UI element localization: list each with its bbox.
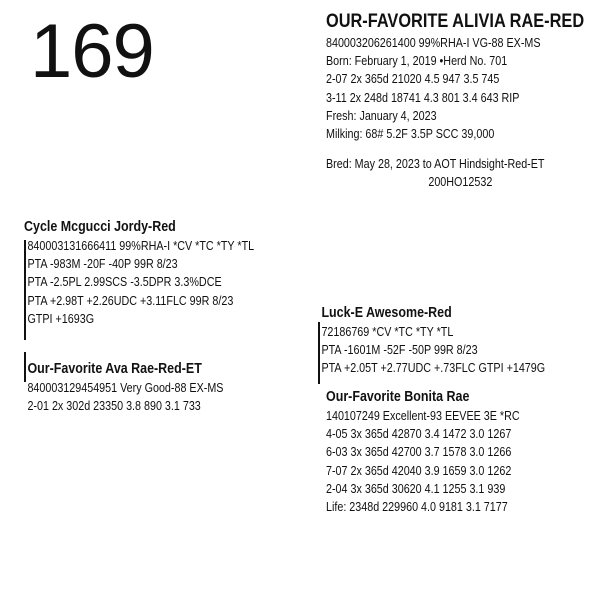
main-milking: Milking: 68# 5.2F 3.5P SCC 39,000 xyxy=(326,127,495,142)
sire-pta-2: PTA -2.5PL 2.99SCS -3.5DPR 3.3%DCE xyxy=(27,275,222,290)
main-animal-name: OUR-FAVORITE ALIVIA RAE-RED xyxy=(326,11,585,32)
granddam-block xyxy=(326,388,606,516)
sire-block xyxy=(24,218,314,328)
main-bred-sire-code: 200HO12532 xyxy=(428,175,493,190)
main-born: Born: February 1, 2019 •Herd No. 701 xyxy=(326,54,508,69)
sire-pta-3: PTA +2.98T +2.26UDC +3.11FLC 99R 8/23 xyxy=(27,293,234,308)
maternal-grandsire-block xyxy=(318,304,608,378)
granddam-record-3: 7-07 2x 365d 42040 3.9 1659 3.0 1262 xyxy=(326,463,512,478)
mgs-registration: 72186769 *CV *TC *TY *TL xyxy=(321,325,454,339)
main-record-1: 2-07 2x 365d 21020 4.5 947 3.5 745 xyxy=(326,72,500,87)
lot-number: 169 xyxy=(30,9,154,94)
granddam-registration: 140107249 Excellent-93 EEVEE 3E *RC xyxy=(326,409,520,423)
dam-name: Our-Favorite Ava Rae-Red-ET xyxy=(27,361,202,377)
mgs-pta-1: PTA -1601M -52F -50P 99R 8/23 xyxy=(321,343,478,358)
granddam-record-1: 4-05 3x 365d 42870 3.4 1472 3.0 1267 xyxy=(326,427,512,442)
granddam-record-2: 6-03 3x 365d 42700 3.7 1578 3.0 1266 xyxy=(326,445,512,460)
sire-registration: 840003131666411 99%RHA-I *CV *TC *TY *TL xyxy=(27,239,255,253)
main-registration: 840003206261400 99%RHA-I VG-88 EX-MS xyxy=(326,36,541,50)
main-fresh: Fresh: January 4, 2023 xyxy=(326,108,437,123)
mgs-pta-2: PTA +2.05T +2.77UDC +.73FLC GTPI +1479G xyxy=(321,361,546,376)
mgs-name: Luck-E Awesome-Red xyxy=(321,305,452,321)
dam-block xyxy=(24,360,314,415)
sire-pta-1: PTA -983M -20F -40P 99R 8/23 xyxy=(27,257,178,272)
sire-name: Cycle Mcgucci Jordy-Red xyxy=(24,219,176,235)
granddam-name: Our-Favorite Bonita Rae xyxy=(326,389,470,405)
dam-record: 2-01 2x 302d 23350 3.8 890 3.1 733 xyxy=(27,399,201,414)
main-record-2: 3-11 2x 248d 18741 4.3 801 3.4 643 RIP xyxy=(326,90,520,105)
sire-gtpi: GTPI +1693G xyxy=(27,311,95,326)
main-bred: Bred: May 28, 2023 to AOT Hindsight-Red-ET xyxy=(326,157,545,172)
main-animal-block xyxy=(326,10,606,192)
granddam-lifetime: Life: 2348d 229960 4.0 9181 3.1 7177 xyxy=(326,500,508,515)
dam-registration: 840003129454951 Very Good-88 EX-MS xyxy=(27,381,224,395)
granddam-record-4: 2-04 3x 365d 30620 4.1 1255 3.1 939 xyxy=(326,481,506,496)
